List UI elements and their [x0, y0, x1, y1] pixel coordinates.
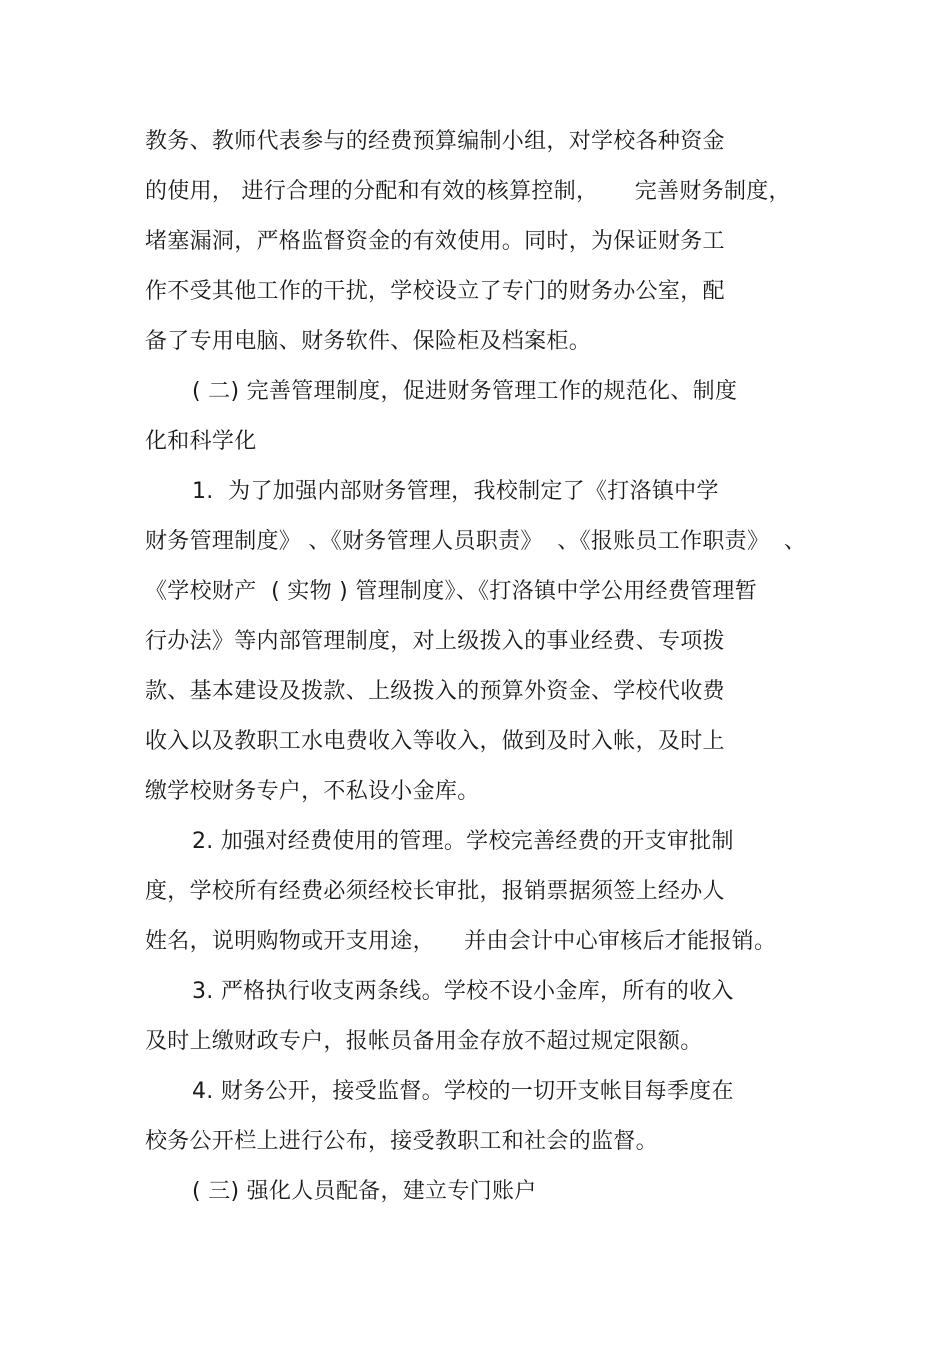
paragraph-line: 作不受其他工作的干扰，学校设立了专门的财务办公室，配 — [145, 279, 725, 304]
list-item-1-line: 缴学校财务专户，不私设小金库。 — [145, 779, 480, 804]
list-item-1-line: 财务管理制度》 、《财务管理人员职责》 、《报账员工作职责》 、 — [145, 529, 807, 554]
paragraph-line: 堵塞漏洞，严格监督资金的有效使用。同时，为保证财务工 — [145, 229, 725, 254]
section-heading-3: ( 三) 强化人员配备，建立专门账户 — [192, 1179, 537, 1204]
list-item-1-line: 行办法》等内部管理制度，对上级拨入的事业经费、专项拨 — [145, 629, 725, 654]
list-item-3-line: 及时上缴财政专户，报帐员备用金存放不超过规定限额。 — [145, 1029, 703, 1054]
list-item-1-line: 《学校财产 ( 实物 ) 管理制度》、《打洛镇中学公用经费管理暂 — [145, 579, 758, 604]
paragraph-line: 备了专用电脑、财务软件、保险柜及档案柜。 — [145, 329, 592, 354]
list-item-1-line: 收入以及教职工水电费收入等收入，做到及时入帐，及时上 — [145, 729, 725, 754]
list-item-2-line: 姓名，说明购物或开支用途， 并由会计中心审核后才能报销。 — [145, 929, 777, 954]
list-item-2-line: 度，学校所有经费必须经校长审批，报销票据须签上经办人 — [145, 879, 725, 904]
paragraph-line: 的使用， 进行合理的分配和有效的核算控制， 完善财务制度， — [145, 179, 791, 204]
list-item-1-line: 款、基本建设及拨款、上级拨入的预算外资金、学校代收费 — [145, 679, 725, 704]
paragraph-line: 教务、教师代表参与的经费预算编制小组，对学校各种资金 — [145, 129, 725, 154]
list-item-3-line: 3. 严格执行收支两条线。学校不设小金库，所有的收入 — [192, 979, 734, 1004]
section-heading-2-continued: 化和科学化 — [145, 429, 257, 454]
list-item-4-line: 4. 财务公开，接受监督。学校的一切开支帐目每季度在 — [192, 1079, 734, 1104]
section-heading-2: ( 二) 完善管理制度，促进财务管理工作的规范化、制度 — [192, 379, 738, 404]
list-item-2-line: 2. 加强对经费使用的管理。学校完善经费的开支审批制 — [192, 829, 734, 854]
list-item-1-line: 1. 为了加强内部财务管理，我校制定了《打洛镇中学 — [192, 479, 719, 504]
list-item-4-line: 校务公开栏上进行公布，接受教职工和社会的监督。 — [145, 1129, 658, 1154]
